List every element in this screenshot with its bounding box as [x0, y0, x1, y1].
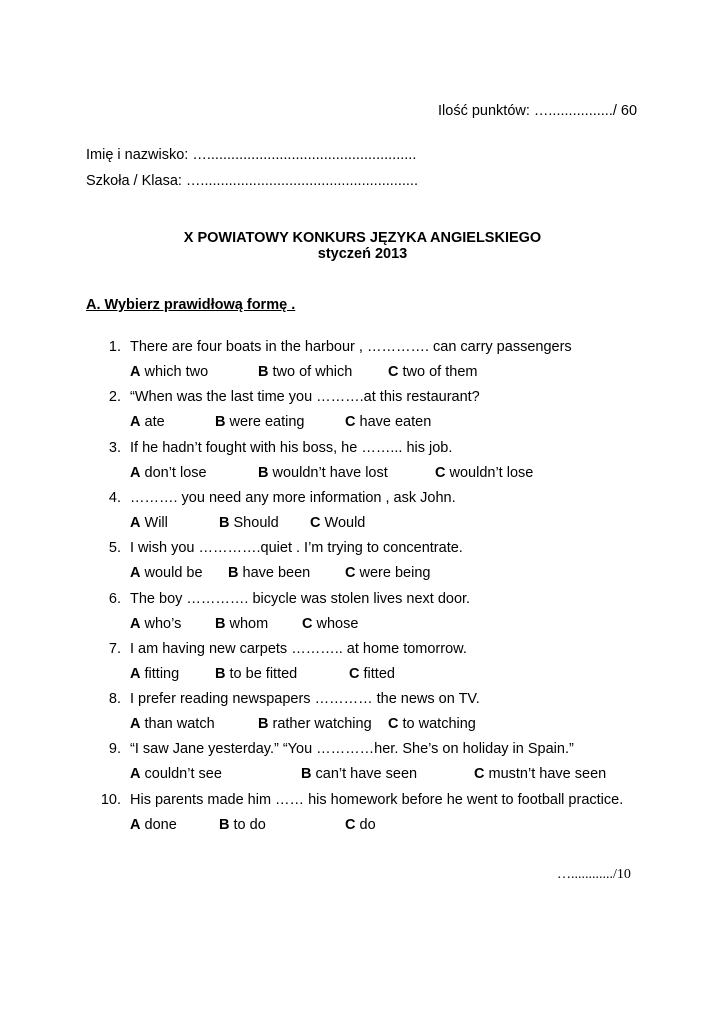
option-text: wouldn’t lose — [449, 464, 534, 481]
answer-option-b — [301, 765, 417, 783]
answer-option-a — [130, 514, 168, 532]
option-letter: C — [388, 716, 399, 733]
option-text: whose — [316, 615, 359, 632]
question-text: I am having new carpets ……….. at home tomorrow. — [130, 640, 467, 657]
question-number: 2. — [108, 389, 121, 406]
answer-option-b — [228, 564, 310, 582]
option-text: were being — [359, 565, 431, 582]
answer-option-a — [130, 715, 215, 733]
answer-option-b — [215, 615, 268, 633]
option-text: to do — [233, 816, 266, 833]
option-letter: A — [130, 464, 141, 481]
option-text: can’t have seen — [315, 766, 418, 783]
option-letter: A — [130, 364, 141, 380]
answer-option-c — [310, 514, 365, 532]
option-text: were eating — [229, 414, 305, 431]
option-text: mustn’t have seen — [488, 766, 607, 783]
answer-option-a — [130, 765, 222, 783]
question-text: The boy …………. bicycle was stolen lives next door. — [130, 590, 471, 607]
option-letter: C — [388, 364, 399, 380]
answer-option-a — [130, 413, 165, 431]
page-subtitle-date: styczeń 2013 — [317, 246, 408, 262]
answer-option-c — [345, 564, 430, 582]
points-label: Ilość punktów: …................/ 60 — [438, 103, 638, 119]
option-text: two of them — [402, 364, 478, 380]
answer-option-b — [258, 464, 388, 482]
option-text: would be — [144, 565, 203, 582]
option-letter: A — [130, 565, 141, 582]
option-letter: B — [258, 464, 269, 481]
answer-option-a — [130, 816, 177, 834]
option-text: do — [359, 816, 376, 833]
option-letter: A — [130, 665, 141, 682]
option-letter: B — [219, 514, 230, 531]
question-number: 7. — [108, 640, 121, 657]
question-text: I wish you ………….quiet . I’m trying to concentrate. — [130, 540, 463, 557]
option-letter: B — [219, 816, 230, 833]
option-letter: B — [228, 565, 239, 582]
answer-option-c — [349, 665, 395, 683]
answer-option-b — [215, 665, 297, 683]
question-text: There are four boats in the harbour , …………. can carry passengers — [130, 339, 572, 355]
option-letter: C — [345, 816, 356, 833]
option-letter: B — [215, 414, 226, 431]
school-field-label: Szkoła / Klasa: …...................................................... — [86, 173, 418, 189]
question-text: “When was the last time you ……….at this restaurant? — [130, 389, 480, 406]
option-letter: B — [215, 615, 226, 632]
question-number: 8. — [108, 691, 121, 708]
option-text: fitting — [144, 665, 180, 682]
option-letter: B — [258, 364, 269, 380]
answer-option-c — [435, 464, 533, 482]
question-text: His parents made him …… his homework before he went to football practice. — [130, 791, 624, 808]
option-letter: C — [349, 665, 360, 682]
option-letter: A — [130, 615, 141, 632]
option-text: two of which — [272, 364, 353, 380]
question-number: 4. — [108, 489, 121, 506]
answer-option-c — [345, 413, 431, 431]
option-letter: A — [130, 514, 141, 531]
option-text: which two — [144, 364, 209, 380]
option-text: ate — [144, 414, 165, 431]
question-text: “I saw Jane yesterday.” “You …………her. She’s on holiday in Spain.” — [130, 741, 574, 758]
answer-option-a — [130, 564, 203, 582]
section-score: …............/10 — [557, 867, 631, 882]
option-text: done — [144, 816, 177, 833]
answer-option-c — [302, 615, 358, 633]
question-number: 5. — [108, 540, 121, 557]
answer-option-a — [130, 615, 181, 633]
answer-option-b — [258, 363, 352, 381]
answer-option-b — [215, 413, 304, 431]
option-letter: B — [215, 665, 226, 682]
option-text: wouldn’t have lost — [272, 464, 388, 481]
question-number: 10. — [100, 791, 121, 808]
option-text: to be fitted — [229, 665, 298, 682]
option-text: have been — [242, 565, 311, 582]
option-letter: A — [130, 716, 141, 733]
option-letter: C — [302, 615, 313, 632]
option-text: have eaten — [359, 414, 432, 431]
option-text: to watching — [402, 716, 476, 733]
answer-option-a — [130, 464, 207, 482]
question-number: 6. — [108, 590, 121, 607]
option-text: whom — [229, 615, 269, 632]
name-field-label: Imię i nazwisko: ….................................................... — [86, 147, 417, 163]
option-text: who’s — [144, 615, 182, 632]
question-text: ………. you need any more information , ask John. — [130, 489, 456, 506]
answer-option-c — [388, 363, 477, 381]
option-letter: A — [130, 414, 141, 431]
option-letter: B — [258, 716, 269, 733]
option-letter: C — [310, 514, 321, 531]
answer-option-c — [474, 765, 606, 783]
option-text: couldn’t see — [144, 766, 222, 783]
answer-option-a — [130, 665, 179, 683]
option-text: fitted — [363, 665, 395, 682]
option-text: rather watching — [272, 716, 372, 733]
option-letter: C — [435, 464, 446, 481]
option-letter: C — [345, 414, 356, 431]
page-title: X POWIATOWY KONKURS JĘZYKA ANGIELSKIEGO — [183, 230, 542, 246]
answer-option-b — [258, 715, 372, 733]
option-letter: A — [130, 816, 141, 833]
question-number: 1. — [108, 339, 121, 355]
option-text: don’t lose — [144, 464, 207, 481]
answer-option-c — [345, 816, 376, 834]
option-letter: A — [130, 766, 141, 783]
option-letter: B — [301, 766, 312, 783]
option-letter: C — [345, 565, 356, 582]
question-text: I prefer reading newspapers ………… the news on TV. — [130, 691, 480, 708]
option-text: Would — [324, 514, 366, 531]
answer-option-c — [388, 715, 476, 733]
section-a-heading: A. Wybierz prawidłową formę . — [86, 297, 296, 313]
answer-option-b — [219, 816, 266, 834]
option-text: than watch — [144, 716, 215, 733]
option-letter: C — [474, 766, 485, 783]
option-text: Should — [233, 514, 279, 531]
question-number: 3. — [108, 439, 121, 456]
question-number: 9. — [108, 741, 121, 758]
option-text: Will — [144, 514, 168, 531]
answer-option-a — [130, 363, 208, 381]
question-text: If he hadn’t fought with his boss, he ……... his job. — [130, 439, 453, 456]
answer-option-b — [219, 514, 279, 532]
